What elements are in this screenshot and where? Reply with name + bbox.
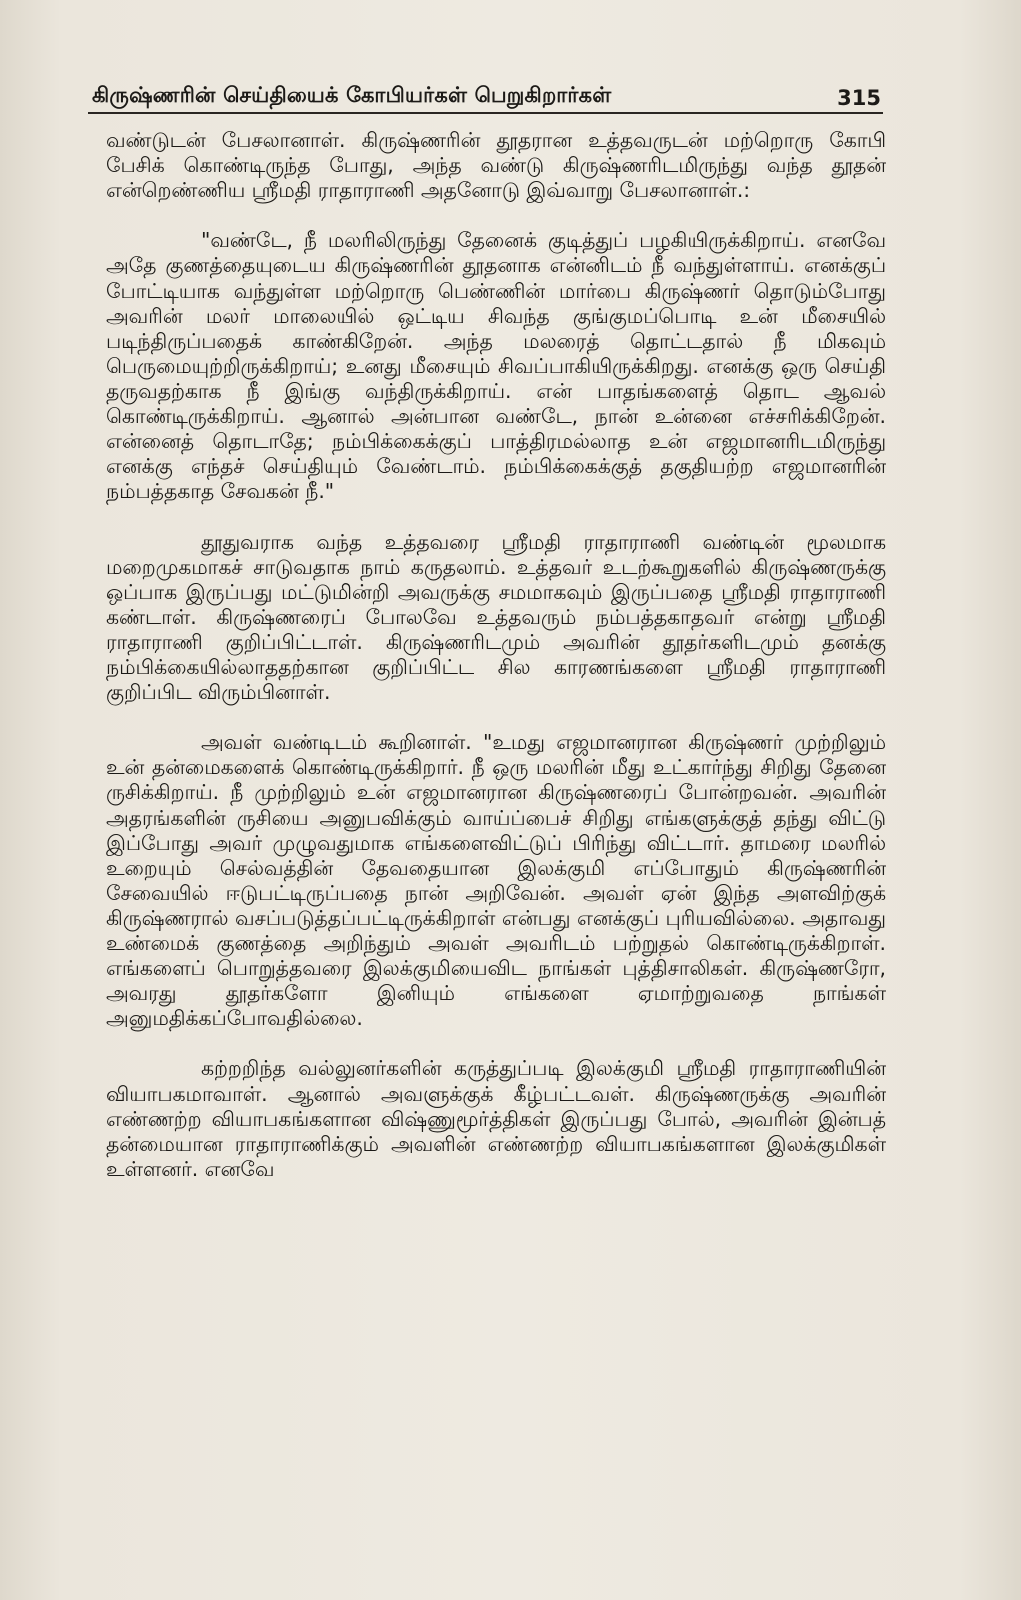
chapter-title: கிருஷ்ணரின் செய்தியைக் கோபியர்கள் பெறுகிறார்கள் (92, 83, 612, 107)
running-header (92, 70, 881, 110)
paragraph: தூதுவராக வந்த உத்தவரை ஸ்ரீமதி ராதாராணி வண்டின் மூலமாக மறைமுகமாகச் சாடுவதாக நாம் கருதலாம். உத்தவர் உடற்கூறுகளில் கிருஷ்ணருக்கு ஒப்பாக இருப்பது மட்டுமின்றி அவருக்கு சமமாகவும் இருப்பதை ஸ்ரீமதி ராதாராணி கண்டாள். கிருஷ்ணரைப் போலவே உத்தவரும் நம்பத்தகாதவர் என்று ஸ்ரீமதி ராதாராணி குறிப்பிட்டாள். கிருஷ்ணரிடமும் அவரின் தூதர்களிடமும் தனக்கு நம்பிக்கையில்லாததற்கான குறிப்பிட்ட சில காரணங்களை ஸ்ரீமதி ராதாராணி குறிப்பிட விரும்பினாள். (106, 529, 886, 705)
paragraph: கற்றறிந்த வல்லுனர்களின் கருத்துப்படி இலக்குமி ஸ்ரீமதி ராதாராணியின் வியாபகமாவாள். ஆனால் அவளுக்குக் கீழ்பட்டவள். கிருஷ்ணருக்கு அவரின் எண்ணற்ற வியாபகங்களான விஷ்ணுமூர்த்திகள் இருப்பது போல், அவரின் இன்பத் தன்மையான ராதாராணிக்கும் அவளின் எண்ணற்ற வியாபகங்களான இலக்குமிகள் உள்ளனர். எனவே (106, 1056, 886, 1181)
paragraph: "வண்டே, நீ மலரிலிருந்து தேனைக் குடித்துப் பழகியிருக்கிறாய். எனவே அதே குணத்தையுடைய கிருஷ்ணரின் தூதனாக என்னிடம் நீ வந்துள்ளாய். எனக்குப் போட்டியாக வந்துள்ள மற்றொரு பெண்ணின் மார்பை கிருஷ்ணர் தொடும்போது அவரின் மலர் மாலையில் ஒட்டிய சிவந்த குங்குமப்பொடி உன் மீசையில் படிந்திருப்பதைக் காண்கிறேன். அந்த மலரைத் தொட்டதால் நீ மிகவும் பெருமையுற்றிருக்கிறாய்; உனது மீசையும் சிவப்பாகியிருக்கிறது. எனக்கு ஒரு செய்தி தருவதற்காக நீ இங்கு வந்திருக்கிறாய். என் பாதங்களைத் தொட ஆவல் கொண்டிருக்கிறாய். ஆனால் அன்பான வண்டே, நான் உன்னை எச்சரிக்கிறேன். என்னைத் தொடாதே; நம்பிக்கைக்குப் பாத்திரமல்லாத உன் எஜமானரிடமிருந்து எனக்கு எந்தச் செய்தியும் வேண்டாம். நம்பிக்கைக்குத் தகுதியற்ற எஜமானரின் நம்பத்தகாத சேவகன் நீ." (106, 228, 886, 504)
page-number: 315 (837, 86, 881, 110)
header-rule (88, 112, 883, 114)
paragraph: வண்டுடன் பேசலானாள். கிருஷ்ணரின் தூதரான உத்தவருடன் மற்றொரு கோபி பேசிக் கொண்டிருந்த போது, அந்த வண்டு கிருஷ்ணரிடமிருந்து வந்த தூதன் என்றெண்ணிய ஸ்ரீமதி ராதாராணி அதனோடு இவ்வாறு பேசலானாள்.: (106, 128, 886, 203)
paragraph: அவள் வண்டிடம் கூறினாள். "உமது எஜமானரான கிருஷ்ணர் முற்றிலும் உன் தன்மைகளைக் கொண்டிருக்கிறார். நீ ஒரு மலரின் மீது உட்கார்ந்து சிறிது தேனை ருசிக்கிறாய். நீ முற்றிலும் உன் எஜமானரான கிருஷ்ணரைப் போன்றவன். அவரின் அதரங்களின் ருசியை அனுபவிக்கும் வாய்ப்பைச் சிறிது எங்களுக்குத் தந்து விட்டு இப்போது அவர் முழுவதுமாக எங்களைவிட்டுப் பிரிந்து விட்டார். தாமரை மலரில் உறையும் செல்வத்தின் தேவதையான இலக்குமி எப்போதும் கிருஷ்ணரின் சேவையில் ஈடுபட்டிருப்பதை நான் அறிவேன். அவள் ஏன் இந்த அளவிற்குக் கிருஷ்ணரால் வசப்படுத்தப்பட்டிருக்கிறாள் என்பது எனக்குப் புரியவில்லை. அதாவது உண்மைக் குணத்தை அறிந்தும் அவள் அவரிடம் பற்றுதல் கொண்டிருக்கிறாள். எங்களைப் பொறுத்தவரை இலக்குமியைவிட நாங்கள் புத்திசாலிகள். கிருஷ்ணரோ, அவரது தூதர்களோ இனியும் எங்களை ஏமாற்றுவதை நாங்கள் அனுமதிக்கப்போவதில்லை. (106, 730, 886, 1031)
body-text (106, 128, 886, 1182)
